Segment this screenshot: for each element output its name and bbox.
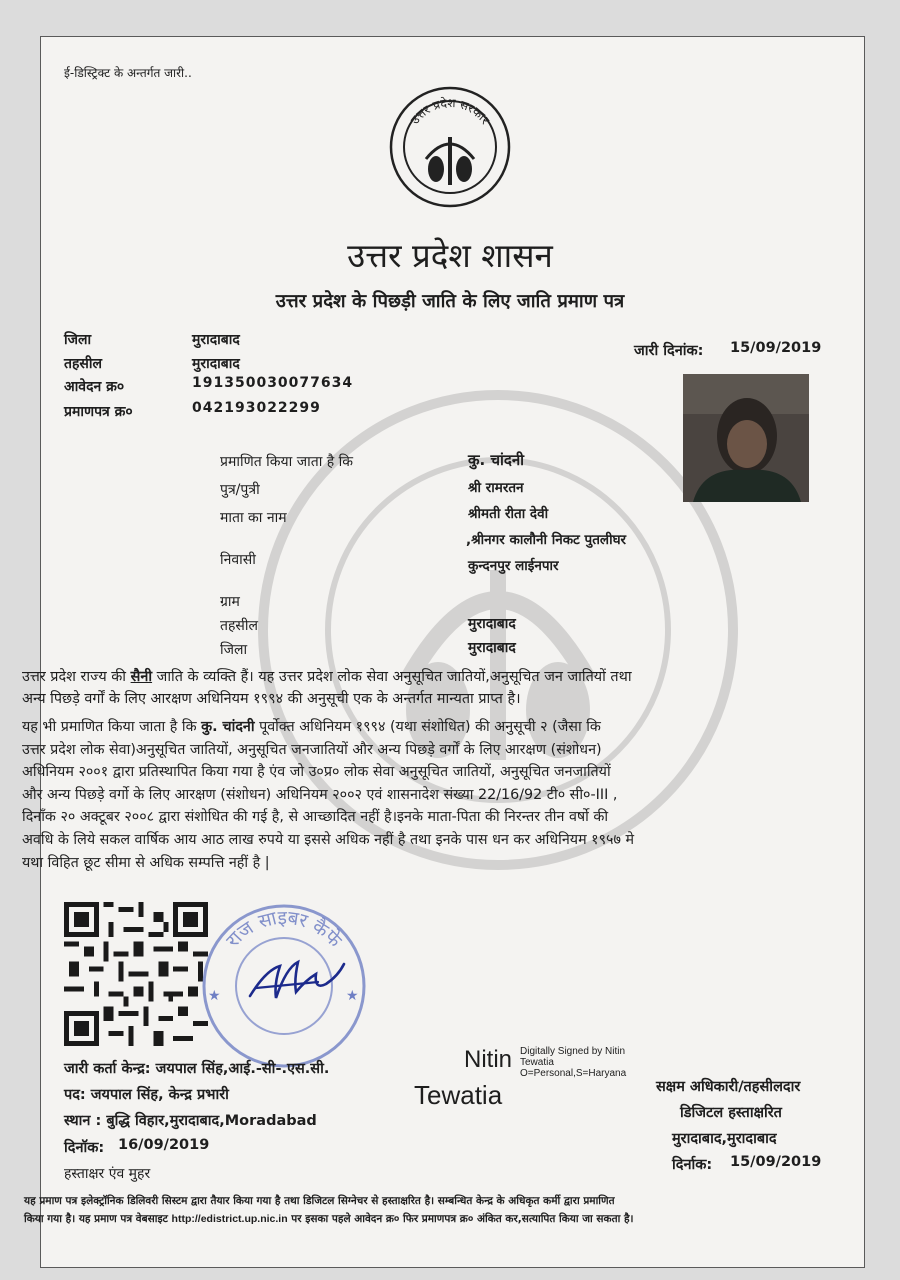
p2-start: यह भी प्रमाणित किया जाता है कि <box>22 719 197 735</box>
paragraph-2 <box>22 716 822 874</box>
authority-digital: डिजिटल हस्ताक्षरित <box>680 1105 782 1121</box>
resident-label: निवासी <box>220 552 256 568</box>
p2-line-6: अवधि के लिये सकल वार्षिक आय आठ लाख रुपये या इससे अधिक नहीं है तथा इनके पास धन कर अधिनियम १९५७ मे <box>22 831 634 848</box>
p2-line-4: और अन्य पिछड़े वर्गो के लिए आरक्षण (संशोधन) अधिनियम २००२ एवं शासनादेश संख्या 22/16/92 टी० सी०-III , <box>22 786 618 803</box>
emblem-text: उत्तर प्रदेश सरकार <box>407 95 493 127</box>
district-label: जिला <box>64 332 92 348</box>
svg-text:उत्तर प्रदेश सरकार <box>408 96 493 128</box>
seal-stamp <box>198 900 370 1072</box>
mother-label: माता का नाम <box>220 510 287 526</box>
svg-text:राज साइबर कैफे <box>222 907 347 952</box>
father-name: श्री रामरतन <box>468 480 524 496</box>
applicant-photo <box>683 374 809 502</box>
issuer-post: पद: जयपाल सिंह, केन्द्र प्रभारी <box>64 1087 229 1103</box>
village-label: ग्राम <box>220 594 240 610</box>
digital-sign-line-1: Digitally Signed by Nitin <box>520 1046 626 1057</box>
relation-label: पुत्र/पुत्री <box>220 482 260 498</box>
issue-date-label: जारी दिनांक: <box>634 343 704 359</box>
qr-code[interactable] <box>64 902 208 1046</box>
authority-title: सक्षम अधिकारी/तहसीलदार <box>656 1079 801 1095</box>
issuer-date-label: दिनॉक: <box>64 1140 105 1156</box>
tehsil-value: मुरादाबाद <box>192 356 240 372</box>
caste-name: सैनी <box>130 669 153 685</box>
edistrict-note: ई-डिस्ट्रिक्ट के अन्तर्गत जारी.. <box>64 66 192 80</box>
issuer-centre: जारी कर्ता केन्द्र: जयपाल सिंह,आई.-सी-.एस.सी. <box>64 1061 330 1077</box>
paragraph-1 <box>22 666 822 710</box>
application-label: आवेदन क्र० <box>64 379 125 395</box>
applicant-name: कु. चांदनी <box>468 451 525 469</box>
application-number: 191350030077634 <box>192 375 354 391</box>
svg-text:★: ★ <box>346 988 359 1004</box>
issuer-place: स्थान : बुद्धि विहार,मुरादाबाद,Moradabad <box>64 1113 317 1129</box>
mother-name: श्रीमती रीता देवी <box>468 506 549 522</box>
footer-note <box>24 1192 824 1228</box>
tehsil-label: तहसील <box>64 356 102 372</box>
p2-name: कु. चांदनी <box>201 719 255 735</box>
district-value: मुरादाबाद <box>192 332 240 348</box>
digital-sign-first-name: Nitin <box>464 1046 513 1073</box>
footer-line-2-start: किया गया है। यह प्रमाण पत्र वेबसाइट <box>24 1213 168 1225</box>
p2-line-7: यथा विहित छूट सीमा से अधिक सम्पत्ति नहीं है | <box>22 854 270 871</box>
authority-date-label: दिर्नाक: <box>672 1157 713 1173</box>
detail-district-value: मुरादाबाद <box>468 640 516 656</box>
certificate-number: 042193022299 <box>192 400 321 416</box>
footer-line-2 <box>24 1210 824 1228</box>
p2-line-2: उत्तर प्रदेश लोक सेवा)अनुसूचित जातियों, अनुसूचित जनजातियों और अन्य पिछड़े वर्गों के लिए आरक्षण (संशोधन) <box>22 741 602 758</box>
certificate-label: प्रमाणपत्र क्र० <box>64 404 133 420</box>
issuer-sign-label: हस्ताक्षर एंव मुहर <box>64 1166 151 1182</box>
handwritten-signature <box>250 962 344 998</box>
detail-tehsil-value: मुरादाबाद <box>468 616 516 632</box>
certify-label: प्रमाणित किया जाता है कि <box>220 454 354 470</box>
p1-rest: जाति के व्यक्ति हैं। यह उत्तर प्रदेश लोक सेवा अनुसूचित जातियों,अनुसूचित जन जातियों तथा <box>156 669 632 685</box>
authority-date: 15/09/2019 <box>730 1154 822 1170</box>
p2-rest: पूर्वोक्त अधिनियम १९९४ (यथा संशोधित) की अनुसूची २ (जैसा कि <box>259 719 601 735</box>
page-title: उत्तर प्रदेश शासन <box>347 236 553 275</box>
footer-url[interactable]: http://edistrict.up.nic.in <box>171 1213 288 1225</box>
up-emblem <box>388 85 512 209</box>
issuer-date: 16/09/2019 <box>118 1137 210 1153</box>
p2-line-3: अधिनियम २००१ द्वारा प्रतिस्थापित किया गया है एंव जो उ०प्र० लोक सेवा अनुसूचित जातियों, अनुसूचित जनजातियों <box>22 764 611 781</box>
detail-tehsil-label: तहसील <box>220 618 258 634</box>
detail-district-label: जिला <box>220 642 248 658</box>
issue-date: 15/09/2019 <box>730 340 822 356</box>
p1-line-2: अन्य पिछड़े वर्गों के लिए आरक्षण अधिनियम १९९४ की अनुसूची एक के अन्तर्गत मान्यता प्राप्त है। <box>22 691 521 707</box>
p2-line-5: दिनाँक २० अक्टूबर २००८ द्वारा संशोधित की गई है, से आच्छादित नहीं है।इनके माता-पिता की निरन्तर तीन वर्षो की <box>22 809 609 826</box>
p1-start: उत्तर प्रदेश राज्य की <box>22 669 127 685</box>
digital-sign-line-2: Tewatia <box>520 1057 554 1068</box>
digital-sign-details <box>520 1046 626 1079</box>
address-line-2: कुन्दनपुर लाईनपार <box>468 558 559 574</box>
digital-sign-line-3: O=Personal,S=Haryana <box>520 1068 627 1079</box>
seal-text: राज साइबर कैफे <box>222 906 346 952</box>
footer-line-2-end: पर इसका पहले आवेदन क्र० फिर प्रमाणपत्र क्र० अंकित कर,सत्यापित किया जा सकता है। <box>291 1213 634 1225</box>
authority-location: मुरादाबाद,मुरादाबाद <box>672 1131 777 1147</box>
address-line-1: ,श्रीनगर कालौनी निकट पुतलीघर <box>466 532 627 548</box>
footer-line-1: यह प्रमाण पत्र इलेक्ट्रॉनिक डिलिवरी सिस्टम द्वारा तैयार किया गया है तथा डिजिटल सिग्नेचर से हस्ताक्षरित है। सम्बन्धित केन्द्र के अधिकृत कर्मी द्वारा प्रमाणित <box>24 1195 615 1207</box>
svg-text:★: ★ <box>208 988 221 1004</box>
page-subtitle: उत्तर प्रदेश के पिछड़ी जाति के लिए जाति प्रमाण पत्र <box>275 291 625 312</box>
digital-sign-last-name: Tewatia <box>414 1080 503 1110</box>
